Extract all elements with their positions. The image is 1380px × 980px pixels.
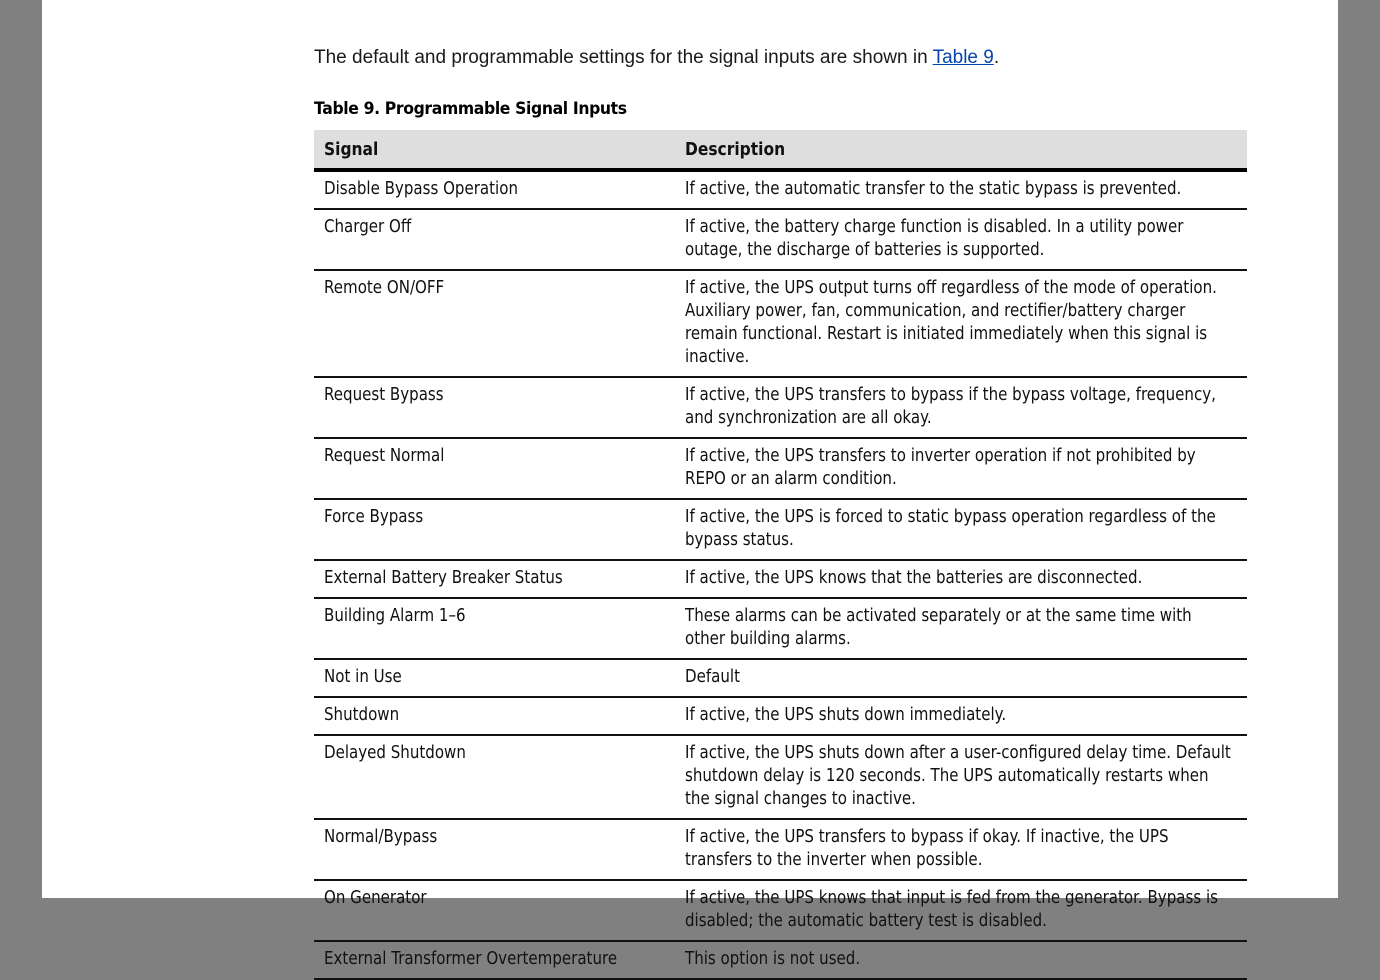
signal-cell (314, 819, 675, 880)
description-cell (675, 560, 1247, 598)
header-signal: Signal (314, 130, 675, 170)
signal-name: Not in Use (324, 667, 402, 687)
signal-description: If active, the UPS knows that the batteries are disconnected. (684, 568, 1143, 588)
signal-name: Force Bypass (324, 507, 424, 527)
signal-description: This option is not used. (684, 949, 860, 969)
signal-cell (314, 880, 675, 941)
table-row (314, 941, 1247, 979)
table-row (314, 735, 1247, 819)
table-row (314, 377, 1247, 438)
table-header-row (314, 130, 1247, 170)
table-row (314, 270, 1247, 377)
description-cell (675, 880, 1247, 941)
signal-cell (314, 941, 675, 979)
signal-name: Shutdown (324, 705, 400, 725)
signal-cell (314, 697, 675, 735)
description-cell (675, 377, 1247, 438)
signal-cell (314, 209, 675, 270)
signal-name: Request Bypass (324, 385, 444, 405)
description-cell (675, 598, 1247, 659)
intro-text: The default and programmable settings for the signal inputs are shown in (314, 47, 933, 68)
table-body (314, 170, 1247, 979)
signal-name: Building Alarm 1–6 (324, 606, 466, 626)
intro-text-end: . (993, 47, 1000, 68)
description-cell (675, 170, 1247, 209)
table-row (314, 659, 1247, 697)
table-caption: Table 9. Programmable Signal Inputs (314, 99, 627, 119)
table-row (314, 499, 1247, 560)
description-cell (675, 697, 1247, 735)
signal-description: If active, the UPS transfers to bypass if okay. If inactive, the UPS transfers to the inverter when possible. (684, 827, 1169, 870)
signal-description: If active, the battery charge function is disabled. In a utility power outage, the discharge of batteries is supported. (684, 217, 1184, 260)
signal-description: If active, the UPS transfers to inverter operation if not prohibited by REPO or an alarm condition. (684, 446, 1196, 489)
signal-description: If active, the UPS output turns off regardless of the mode of operation. Auxiliary power, fan, communication, and rectifier/battery charger remain functional. Restart is initiated immediately when this signal is inactive. (684, 278, 1217, 367)
description-cell (675, 735, 1247, 819)
document-page (42, 0, 1338, 969)
signal-cell (314, 377, 675, 438)
header-description: Description (675, 130, 1247, 170)
table-row (314, 697, 1247, 735)
signal-cell (314, 598, 675, 659)
description-cell (675, 209, 1247, 270)
description-cell (675, 499, 1247, 560)
signal-cell (314, 659, 675, 697)
signal-name: Charger Off (324, 217, 412, 237)
signal-name: External Battery Breaker Status (324, 568, 563, 588)
table-row (314, 598, 1247, 659)
signal-description: If active, the UPS shuts down immediately. (684, 705, 1007, 725)
signal-description: If active, the UPS is forced to static bypass operation regardless of the bypass status. (684, 507, 1216, 550)
signal-description: Default (684, 667, 740, 687)
signal-name: Disable Bypass Operation (324, 179, 518, 199)
table-row (314, 170, 1247, 209)
signal-name: Remote ON/OFF (324, 278, 445, 298)
signal-name: Request Normal (324, 446, 445, 466)
signal-name: Delayed Shutdown (324, 743, 466, 763)
table-row (314, 560, 1247, 598)
signal-description: If active, the UPS knows that input is fed from the generator. Bypass is disabled; the automatic battery test is disabled. (684, 888, 1218, 931)
signal-inputs-table (314, 130, 1247, 980)
signal-cell (314, 438, 675, 499)
signal-cell (314, 270, 675, 377)
description-cell (675, 941, 1247, 979)
intro-paragraph (314, 47, 999, 69)
description-cell (675, 659, 1247, 697)
signal-name: On Generator (324, 888, 427, 908)
table-9-link[interactable]: Table 9 (932, 47, 994, 68)
table-row (314, 880, 1247, 941)
description-cell (675, 438, 1247, 499)
signal-cell (314, 735, 675, 819)
table-row (314, 209, 1247, 270)
table-row (314, 438, 1247, 499)
signal-name: External Transformer Overtemperature (324, 949, 618, 969)
signal-cell (314, 560, 675, 598)
signal-cell (314, 499, 675, 560)
table-row (314, 819, 1247, 880)
signal-description: If active, the automatic transfer to the static bypass is prevented. (684, 179, 1182, 199)
description-cell (675, 819, 1247, 880)
signal-description: If active, the UPS shuts down after a user-configured delay time. Default shutdown delay is 120 seconds. The UPS automatically restarts when the signal changes to inactive. (684, 743, 1231, 809)
description-cell (675, 270, 1247, 377)
signal-cell (314, 170, 675, 209)
signal-name: Normal/Bypass (324, 827, 438, 847)
signal-description: If active, the UPS transfers to bypass if the bypass voltage, frequency, and synchronization are all okay. (684, 385, 1216, 428)
signal-description: These alarms can be activated separately or at the same time with other building alarms. (684, 606, 1192, 649)
